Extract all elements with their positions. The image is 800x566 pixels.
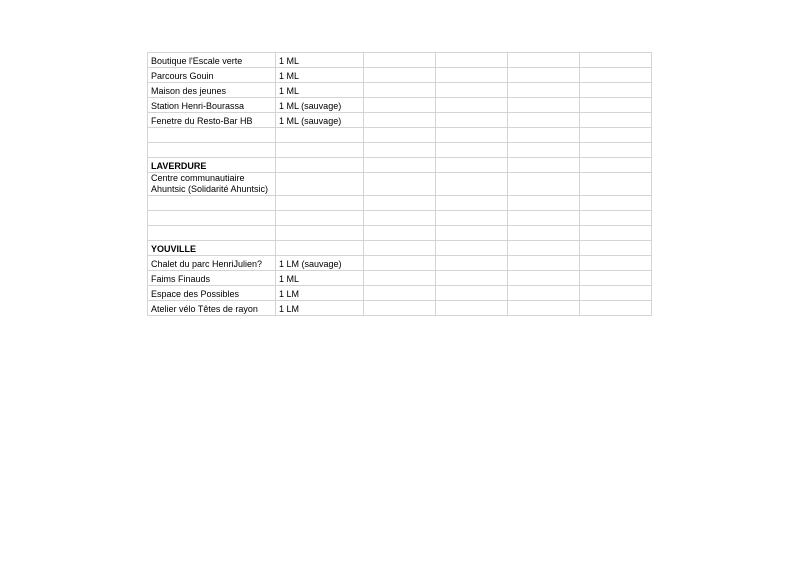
empty-cell[interactable] <box>580 98 652 113</box>
empty-cell[interactable] <box>508 271 580 286</box>
table-row <box>148 286 652 301</box>
location-cell[interactable]: Chalet du parc HenriJulien? <box>148 256 276 271</box>
empty-cell[interactable] <box>364 226 436 241</box>
empty-cell[interactable] <box>436 113 508 128</box>
empty-cell[interactable] <box>364 286 436 301</box>
empty-cell[interactable] <box>436 301 508 316</box>
location-cell[interactable] <box>148 143 276 158</box>
empty-cell[interactable] <box>508 196 580 211</box>
table-row <box>148 226 652 241</box>
location-cell[interactable]: Station Henri-Bourassa <box>148 98 276 113</box>
table-row <box>148 196 652 211</box>
empty-cell[interactable] <box>580 68 652 83</box>
empty-cell[interactable] <box>436 68 508 83</box>
quantity-cell[interactable] <box>276 241 364 256</box>
table-row <box>148 211 652 226</box>
location-cell[interactable]: Fenetre du Resto-Bar HB <box>148 113 276 128</box>
empty-cell[interactable] <box>508 211 580 226</box>
table-row <box>148 158 652 173</box>
quantity-cell[interactable]: 1 ML <box>276 83 364 98</box>
empty-cell[interactable] <box>436 143 508 158</box>
empty-cell[interactable] <box>508 256 580 271</box>
empty-cell[interactable] <box>364 143 436 158</box>
empty-cell[interactable] <box>436 286 508 301</box>
quantity-cell[interactable]: 1 ML (sauvage) <box>276 98 364 113</box>
empty-cell[interactable] <box>364 83 436 98</box>
empty-cell[interactable] <box>580 271 652 286</box>
location-cell[interactable]: Centre communautiaire Ahuntsic (Solidarité Ahuntsic) <box>148 173 276 196</box>
quantity-cell[interactable] <box>276 128 364 143</box>
quantity-cell[interactable] <box>276 143 364 158</box>
empty-cell[interactable] <box>364 196 436 211</box>
location-cell[interactable] <box>148 128 276 143</box>
table-row <box>148 241 652 256</box>
empty-cell[interactable] <box>580 286 652 301</box>
empty-cell[interactable] <box>580 196 652 211</box>
empty-cell[interactable] <box>364 211 436 226</box>
empty-cell[interactable] <box>508 226 580 241</box>
quantity-cell[interactable]: 1 ML <box>276 53 364 68</box>
empty-cell[interactable] <box>436 53 508 68</box>
empty-cell[interactable] <box>580 128 652 143</box>
table-row <box>148 113 652 128</box>
table-row <box>148 143 652 158</box>
table-row <box>148 128 652 143</box>
location-cell[interactable]: Parcours Gouin <box>148 68 276 83</box>
empty-cell[interactable] <box>364 128 436 143</box>
empty-cell[interactable] <box>580 241 652 256</box>
table-row <box>148 83 652 98</box>
table-row <box>148 68 652 83</box>
quantity-cell[interactable]: 1 ML <box>276 68 364 83</box>
empty-cell[interactable] <box>364 256 436 271</box>
empty-cell[interactable] <box>364 113 436 128</box>
quantity-cell[interactable] <box>276 211 364 226</box>
location-cell[interactable]: Boutique l'Escale verte <box>148 53 276 68</box>
table-row <box>148 301 652 316</box>
empty-cell[interactable] <box>508 286 580 301</box>
empty-cell[interactable] <box>508 113 580 128</box>
empty-cell[interactable] <box>508 128 580 143</box>
empty-cell[interactable] <box>508 143 580 158</box>
empty-cell[interactable] <box>580 256 652 271</box>
quantity-cell[interactable]: 1 ML <box>276 271 364 286</box>
empty-cell[interactable] <box>436 83 508 98</box>
empty-cell[interactable] <box>436 173 508 196</box>
quantity-cell[interactable] <box>276 158 364 173</box>
empty-cell[interactable] <box>364 173 436 196</box>
quantity-cell[interactable] <box>276 226 364 241</box>
location-cell[interactable]: Espace des Possibles <box>148 286 276 301</box>
empty-cell[interactable] <box>580 143 652 158</box>
empty-cell[interactable] <box>580 113 652 128</box>
location-cell[interactable] <box>148 226 276 241</box>
empty-cell[interactable] <box>364 301 436 316</box>
empty-cell[interactable] <box>436 271 508 286</box>
empty-cell[interactable] <box>508 98 580 113</box>
empty-cell[interactable] <box>580 158 652 173</box>
empty-cell[interactable] <box>580 173 652 196</box>
empty-cell[interactable] <box>508 83 580 98</box>
empty-cell[interactable] <box>364 98 436 113</box>
quantity-cell[interactable]: 1 LM <box>276 286 364 301</box>
empty-cell[interactable] <box>364 241 436 256</box>
empty-cell[interactable] <box>436 98 508 113</box>
table-body <box>148 53 652 316</box>
empty-cell[interactable] <box>364 271 436 286</box>
location-cell[interactable]: Atelier vélo Têtes de rayon <box>148 301 276 316</box>
spreadsheet-table <box>147 52 652 316</box>
empty-cell[interactable] <box>508 173 580 196</box>
empty-cell[interactable] <box>364 158 436 173</box>
location-cell[interactable] <box>148 211 276 226</box>
empty-cell[interactable] <box>580 301 652 316</box>
quantity-cell[interactable]: 1 LM <box>276 301 364 316</box>
quantity-cell[interactable] <box>276 173 364 196</box>
empty-cell[interactable] <box>508 158 580 173</box>
empty-cell[interactable] <box>508 241 580 256</box>
empty-cell[interactable] <box>580 83 652 98</box>
empty-cell[interactable] <box>580 226 652 241</box>
empty-cell[interactable] <box>364 53 436 68</box>
location-cell[interactable]: LAVERDURE <box>148 158 276 173</box>
table-row <box>148 98 652 113</box>
empty-cell[interactable] <box>508 301 580 316</box>
empty-cell[interactable] <box>436 256 508 271</box>
location-cell[interactable]: Maison des jeunes <box>148 83 276 98</box>
empty-cell[interactable] <box>580 53 652 68</box>
empty-cell[interactable] <box>508 68 580 83</box>
empty-cell[interactable] <box>436 211 508 226</box>
table-row <box>148 173 652 196</box>
quantity-cell[interactable]: 1 LM (sauvage) <box>276 256 364 271</box>
quantity-cell[interactable] <box>276 196 364 211</box>
table-row <box>148 271 652 286</box>
empty-cell[interactable] <box>364 68 436 83</box>
empty-cell[interactable] <box>436 196 508 211</box>
empty-cell[interactable] <box>436 226 508 241</box>
quantity-cell[interactable]: 1 ML (sauvage) <box>276 113 364 128</box>
empty-cell[interactable] <box>508 53 580 68</box>
empty-cell[interactable] <box>436 241 508 256</box>
empty-cell[interactable] <box>436 128 508 143</box>
location-cell[interactable] <box>148 196 276 211</box>
location-cell[interactable]: YOUVILLE <box>148 241 276 256</box>
empty-cell[interactable] <box>580 211 652 226</box>
table-row <box>148 53 652 68</box>
location-cell[interactable]: Faims Finauds <box>148 271 276 286</box>
empty-cell[interactable] <box>436 158 508 173</box>
table-row <box>148 256 652 271</box>
